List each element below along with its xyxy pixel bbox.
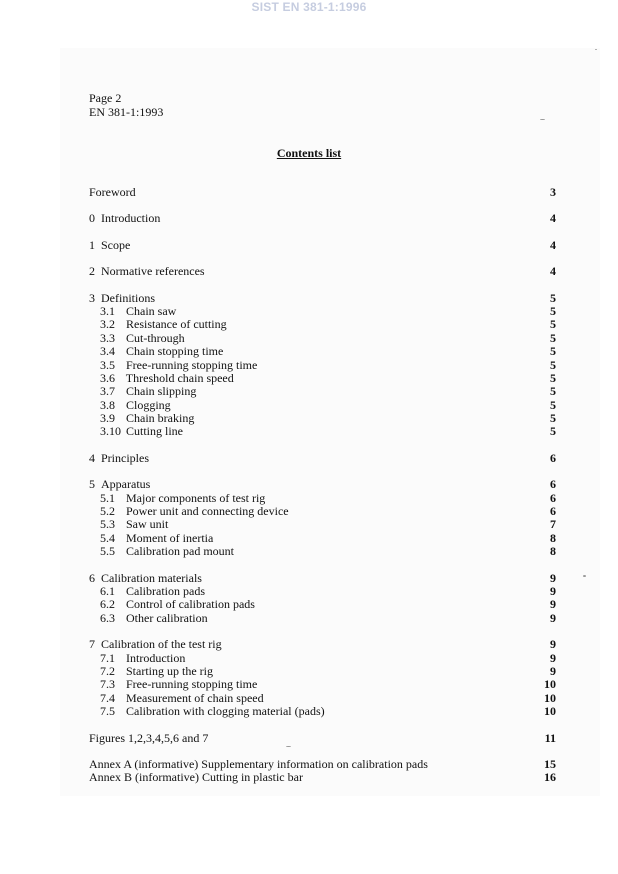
toc-entry-title: Chain slipping xyxy=(126,384,197,399)
toc-entry-label xyxy=(89,572,202,585)
toc-subentry xyxy=(89,412,556,425)
toc-subentry xyxy=(89,385,556,398)
toc-page-number: 9 xyxy=(550,583,556,598)
toc-entry-title: Cut-through xyxy=(126,330,185,345)
toc-entry-label xyxy=(89,771,303,784)
toc-entry-title: Foreword xyxy=(89,185,136,199)
toc-entry-label xyxy=(100,585,205,598)
toc-entry-label xyxy=(89,452,149,465)
toc-entry-label xyxy=(89,732,208,745)
toc-page-number: 8 xyxy=(550,530,556,545)
toc-entry-title: Principles xyxy=(101,450,149,465)
toc-entry-label xyxy=(100,612,208,625)
toc-subentry xyxy=(89,318,556,331)
toc-page-number: 16 xyxy=(544,770,556,785)
toc-entry xyxy=(89,758,556,771)
page-title: Contents list xyxy=(276,146,342,160)
toc-entry-label xyxy=(89,265,205,278)
scan-speck xyxy=(595,49,597,50)
toc-entry-label xyxy=(100,492,265,505)
toc-entry-title: Chain saw xyxy=(126,303,177,318)
toc-entry-number: 6 xyxy=(89,570,95,585)
toc-entry-label xyxy=(100,532,213,545)
toc-entry-number: 3.6 xyxy=(100,370,115,385)
toc-group xyxy=(89,758,556,785)
toc-entry-title: Chain braking xyxy=(126,411,195,426)
toc-entry-title: Introduction xyxy=(126,650,186,665)
toc-entry-label xyxy=(100,372,234,385)
scan-speck xyxy=(540,119,545,120)
scan-speck xyxy=(286,746,291,747)
toc-entry-label xyxy=(100,345,223,358)
toc-entry-label xyxy=(100,399,171,412)
toc-page-number: 5 xyxy=(550,303,556,318)
toc-entry xyxy=(89,186,556,199)
toc-group xyxy=(89,186,556,199)
toc-page-number: 5 xyxy=(550,397,556,412)
toc-entry-title: Chain stopping time xyxy=(126,344,224,359)
toc-entry-number: 2 xyxy=(89,264,95,279)
toc-page-number: 4 xyxy=(550,264,556,279)
toc-page-number: 6 xyxy=(550,504,556,519)
toc-subentry xyxy=(89,399,556,412)
toc-entry xyxy=(89,452,556,465)
toc-entry-label xyxy=(100,305,176,318)
toc-entry-number: 5.2 xyxy=(100,504,115,519)
toc-page-number: 5 xyxy=(550,424,556,439)
toc-page-number: 6 xyxy=(550,490,556,505)
toc-entry-title: Scope xyxy=(101,237,131,252)
toc-subentry xyxy=(89,678,556,691)
toc-subentry xyxy=(89,345,556,358)
toc-entry-label xyxy=(100,425,183,438)
toc-page-number: 10 xyxy=(544,704,556,719)
toc-entry xyxy=(89,771,556,784)
toc-entry-number: 7.2 xyxy=(100,663,115,678)
toc-group xyxy=(89,212,556,225)
toc-entry-label xyxy=(100,678,257,691)
toc-entry-label xyxy=(100,318,227,331)
toc-page-number: 5 xyxy=(550,411,556,426)
toc-page-number: 5 xyxy=(550,357,556,372)
toc-page-number: 4 xyxy=(550,237,556,252)
toc-entry-label xyxy=(100,505,289,518)
toc-subentry xyxy=(89,332,556,345)
toc-page-number: 11 xyxy=(544,730,556,745)
toc-entry-label xyxy=(89,758,428,771)
toc-entry-title: Cutting line xyxy=(126,424,183,439)
toc-group xyxy=(89,478,556,558)
toc-entry-title: Normative references xyxy=(101,264,205,279)
toc-entry-number: 3.10 xyxy=(100,424,121,439)
toc-entry-number: 5.1 xyxy=(100,490,115,505)
toc-group xyxy=(89,638,556,718)
toc-entry-title: Calibration of the test rig xyxy=(101,637,222,652)
toc-subentry xyxy=(89,518,556,531)
toc-page-number: 9 xyxy=(550,650,556,665)
toc-entry xyxy=(89,292,556,305)
toc-page-number: 6 xyxy=(550,477,556,492)
toc-group xyxy=(89,292,556,439)
toc-entry-label xyxy=(100,705,325,718)
toc-page-number: 7 xyxy=(550,517,556,532)
toc-entry-title: Introduction xyxy=(101,211,161,226)
toc-page-number: 3 xyxy=(550,185,556,199)
toc-page-number: 4 xyxy=(550,211,556,226)
toc-page-number: 9 xyxy=(550,637,556,652)
toc-entry-title: Free-running stopping time xyxy=(126,677,258,692)
page-header xyxy=(89,91,163,119)
toc-entry-label xyxy=(89,638,222,651)
toc-entry-number: 3 xyxy=(89,290,95,305)
toc-page-number: 9 xyxy=(550,597,556,612)
toc-entry xyxy=(89,265,556,278)
toc-entry-title: Threshold chain speed xyxy=(125,370,234,385)
toc-subentry xyxy=(89,705,556,718)
toc-entry-number: 7.3 xyxy=(100,677,115,692)
toc-entry-label xyxy=(89,212,160,225)
toc-entry-title: Calibration materials xyxy=(101,570,202,585)
toc-subentry xyxy=(89,359,556,372)
standard-number: EN 381-1:1993 xyxy=(89,105,164,119)
toc-entry-title: Annex B (informative) Cutting in plastic bar xyxy=(89,770,303,785)
toc-entry-label xyxy=(100,518,168,531)
toc-entry-label xyxy=(100,545,234,558)
toc-page-number: 10 xyxy=(544,677,556,692)
toc-entry-number: 3.7 xyxy=(100,384,115,399)
toc-subentry xyxy=(89,585,556,598)
toc-entry-label xyxy=(100,385,196,398)
toc-page-number: 9 xyxy=(550,610,556,625)
toc-entry-label xyxy=(100,692,264,705)
toc-group xyxy=(89,265,556,278)
toc-entry-title: Free-running stopping time xyxy=(126,357,258,372)
toc-page-number: 10 xyxy=(544,690,556,705)
toc-entry-title: Clogging xyxy=(126,397,171,412)
toc-page-number: 6 xyxy=(550,450,556,465)
toc-entry-number: 5.3 xyxy=(100,517,115,532)
toc-subentry xyxy=(89,305,556,318)
toc-group xyxy=(89,239,556,252)
toc-entry-number: 3.9 xyxy=(100,411,115,426)
toc-entry-title: Moment of inertia xyxy=(126,530,214,545)
toc-page-number: 5 xyxy=(550,370,556,385)
toc-entry-number: 5 xyxy=(89,477,95,492)
toc-subentry xyxy=(89,545,556,558)
toc-entry-number: 3.2 xyxy=(100,317,115,332)
toc-entry-label xyxy=(100,598,255,611)
toc-entry-label xyxy=(100,412,194,425)
toc-entry-number: 5.5 xyxy=(100,544,115,559)
toc-entry-label xyxy=(100,652,185,665)
toc-subentry xyxy=(89,425,556,438)
toc-entry-title: Calibration with clogging material (pads) xyxy=(126,704,325,719)
toc-entry-number: 1 xyxy=(89,237,95,252)
toc-entry xyxy=(89,239,556,252)
toc-entry-label xyxy=(89,478,150,491)
toc-entry-title: Figures 1,2,3,4,5,6 and 7 xyxy=(89,730,209,745)
toc-group xyxy=(89,572,556,626)
toc-entry-number: 0 xyxy=(89,211,95,226)
toc-entry-label xyxy=(89,292,155,305)
toc-entry-title: Apparatus xyxy=(101,477,151,492)
contents-list xyxy=(89,186,556,798)
toc-entry-number: 3.4 xyxy=(100,344,115,359)
toc-entry-label xyxy=(100,665,213,678)
toc-entry-title: Major components of test rig xyxy=(126,490,266,505)
toc-page-number: 5 xyxy=(550,344,556,359)
toc-entry-number: 7.1 xyxy=(100,650,115,665)
toc-entry-number: 4 xyxy=(89,450,95,465)
toc-entry-label xyxy=(89,239,130,252)
toc-entry-label xyxy=(100,332,185,345)
toc-entry-title: Calibration pad mount xyxy=(126,544,234,559)
watermark: SIST EN 381-1:1996 xyxy=(251,0,367,14)
toc-entry-title: Resistance of cutting xyxy=(126,317,227,332)
toc-subentry xyxy=(89,692,556,705)
toc-entry-title: Other calibration xyxy=(126,610,208,625)
toc-group xyxy=(89,732,556,745)
toc-entry-title: Definitions xyxy=(101,290,155,305)
toc-entry-label xyxy=(100,359,257,372)
toc-entry-number: 7.4 xyxy=(100,690,115,705)
toc-entry-number: 3.1 xyxy=(100,303,115,318)
toc-entry-title: Power unit and connecting device xyxy=(126,504,289,519)
toc-entry xyxy=(89,638,556,651)
toc-group xyxy=(89,452,556,465)
page-number-label: Page 2 xyxy=(89,91,122,105)
toc-subentry xyxy=(89,372,556,385)
toc-entry xyxy=(89,212,556,225)
toc-entry-number: 6.3 xyxy=(100,610,115,625)
toc-page-number: 15 xyxy=(544,756,556,771)
scan-speck xyxy=(583,575,586,577)
toc-subentry xyxy=(89,492,556,505)
toc-entry-number: 3.5 xyxy=(100,357,115,372)
toc-subentry xyxy=(89,505,556,518)
toc-page-number: 5 xyxy=(550,384,556,399)
toc-entry-title: Saw unit xyxy=(126,517,169,532)
toc-entry-number: 3.8 xyxy=(100,397,115,412)
toc-entry-number: 3.3 xyxy=(100,330,115,345)
toc-entry-number: 5.4 xyxy=(100,530,115,545)
toc-entry xyxy=(89,732,556,745)
toc-entry-number: 6.1 xyxy=(100,583,115,598)
toc-entry-title: Control of calibration pads xyxy=(126,597,255,612)
toc-entry-title: Annex A (informative) Supplementary information on calibration pads xyxy=(89,756,428,771)
toc-entry xyxy=(89,572,556,585)
toc-entry xyxy=(89,478,556,491)
toc-subentry xyxy=(89,612,556,625)
toc-entry-title: Starting up the rig xyxy=(126,663,213,678)
toc-page-number: 9 xyxy=(550,570,556,585)
toc-page-number: 5 xyxy=(550,290,556,305)
toc-page-number: 8 xyxy=(550,544,556,559)
toc-page-number: 5 xyxy=(550,317,556,332)
toc-page-number: 9 xyxy=(550,663,556,678)
toc-subentry xyxy=(89,598,556,611)
toc-entry-title: Calibration pads xyxy=(126,583,205,598)
toc-entry-label xyxy=(89,186,136,199)
toc-subentry xyxy=(89,652,556,665)
toc-entry-number: 6.2 xyxy=(100,597,115,612)
toc-entry-number: 7 xyxy=(89,637,95,652)
toc-subentry xyxy=(89,532,556,545)
toc-entry-number: 7.5 xyxy=(100,704,115,719)
toc-entry-title: Measurement of chain speed xyxy=(126,690,264,705)
toc-subentry xyxy=(89,665,556,678)
toc-page-number: 5 xyxy=(550,330,556,345)
